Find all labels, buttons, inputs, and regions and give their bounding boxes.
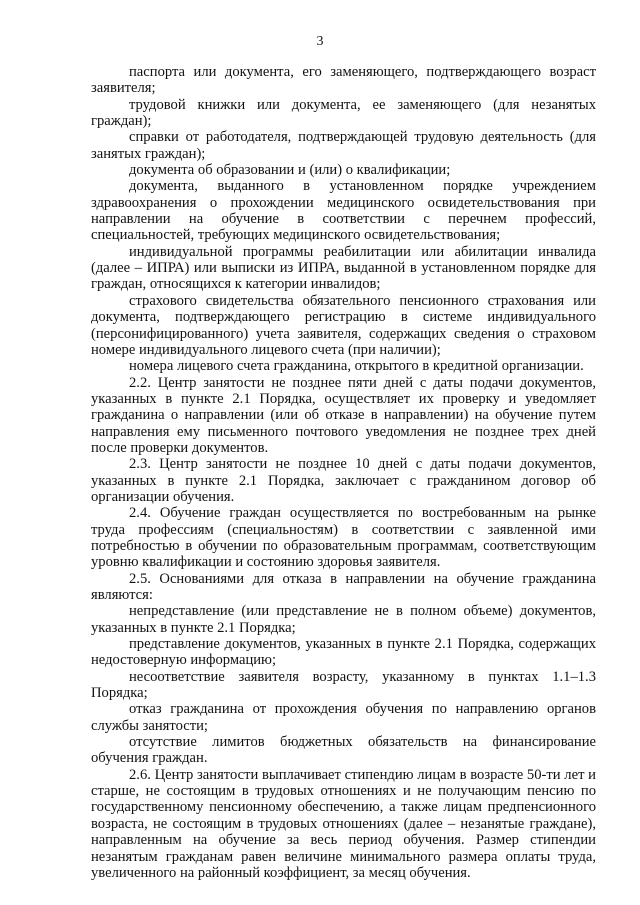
paragraph-clause-2-4: 2.4. Обучение граждан осуществляется по востребованным на рынке труда профессиям (специальностям) в соответствии с заявленной ими потребностью в обучении по образовательным программам, соответствующим уровню квалификации и состоянию здоровья заявителя. (91, 505, 596, 571)
paragraph-clause-2-5: 2.5. Основаниями для отказа в направлении на обучение гражданина являются: (91, 570, 596, 603)
document-body (91, 64, 596, 881)
paragraph-passport: паспорта или документа, его заменяющего, подтверждающего возраст заявителя; (91, 64, 596, 97)
paragraph-clause-2-6: 2.6. Центр занятости выплачивает стипендию лицам в возрасте 50-ти лет и старше, не состоящим в трудовых отношениях и не получающим пенсию по государственному пенсионному обеспечению, а также лицам предпенсионного возраста, не состоящим в трудовых отношениях (далее – незанятые граждане), направленным на обучение за весь период обучения. Размер стипендии незанятым гражданам равен величине минимального размера оплаты труда, увеличенного на районный коэффициент, за месяц обучения. (91, 766, 596, 881)
paragraph-insurance-certificate: страхового свидетельства обязательного пенсионного страхования или документа, подтверждающего регистрацию в системе индивидуального (персонифицированного) учета заявителя, содержащих сведения о страховом номере индивидуального лицевого счета (при наличии); (91, 292, 596, 358)
paragraph-medical-document: документа, выданного в установленном порядке учреждением здравоохранения о прохождении медицинского освидетельствования при направлении на обучение в соответствии с перечнем профессий, специальностей, требующих медицинского освидетельствования; (91, 178, 596, 244)
paragraph-work-book: трудовой книжки или документа, ее заменяющего (для незанятых граждан); (91, 96, 596, 130)
paragraph-refusal-reason-3: несоответствие заявителя возрасту, указанному в пунктах 1.1–1.3 Порядка; (91, 668, 596, 702)
paragraph-ipra: индивидуальной программы реабилитации или абилитации инвалида (далее – ИПРА) или выписки из ИПРА, выданной в установленном порядке для граждан, относящихся к категории инвалидов; (91, 243, 596, 293)
paragraph-education-document: документа об образовании и (или) о квалификации; (129, 162, 451, 179)
page-number: 3 (316, 34, 324, 49)
paragraph-refusal-reason-2: представление документов, указанных в пункте 2.1 Порядка, содержащих недостоверную информацию; (91, 636, 596, 669)
paragraph-clause-2-2: 2.2. Центр занятости не позднее пяти дней с даты подачи документов, указанных в пункте 2.1 Порядка, осуществляет их проверку и уведомляет гражданина о направлении (или об отказе в направлении) на обучение путем направления ему письменного почтового уведомления не позднее трех дней после проверки документов. (91, 374, 596, 456)
paragraph-refusal-reason-1: непредставление (или представление не в полном объеме) документов, указанных в пункте 2.1 Порядка; (91, 603, 596, 636)
paragraph-employer-certificate: справки от работодателя, подтверждающей трудовую деятельность (для занятых граждан); (91, 129, 596, 162)
paragraph-clause-2-3: 2.3. Центр занятости не позднее 10 дней с даты подачи документов, указанных в пункте 2.1 Порядка, заключает с гражданином договор об организации обучения. (91, 456, 596, 505)
paragraph-bank-account: номера лицевого счета гражданина, открытого в кредитной организации. (129, 358, 584, 375)
paragraph-refusal-reason-5: отсутствие лимитов бюджетных обязательств на финансирование обучения граждан. (91, 734, 596, 767)
paragraph-refusal-reason-4: отказ гражданина от прохождения обучения по направлению органов службы занятости; (91, 701, 596, 734)
